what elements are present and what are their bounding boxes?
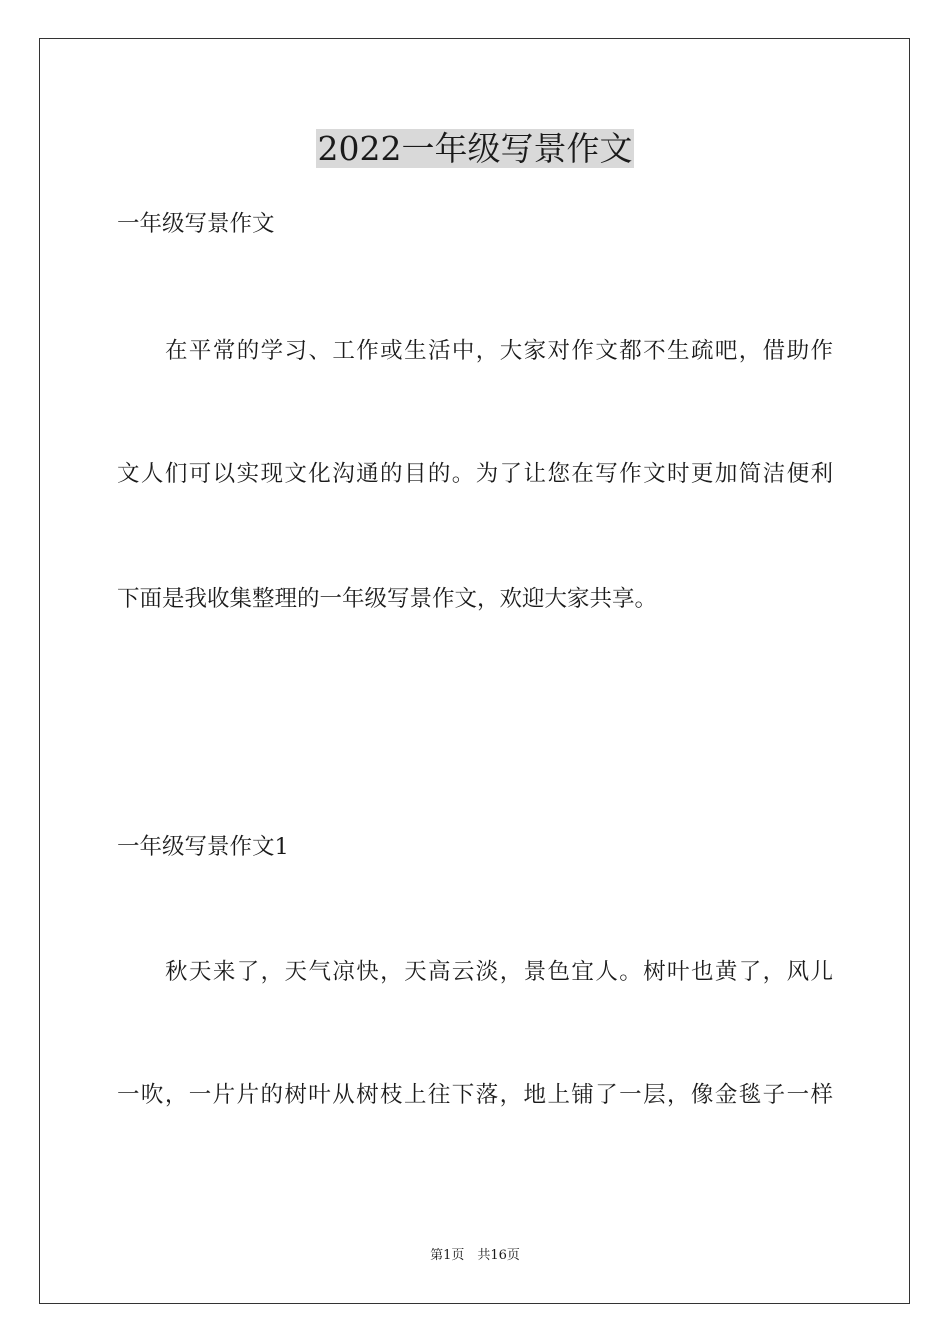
document-title-text: 2022一年级写景作文: [317, 129, 633, 168]
section-paragraph-line-1: 秋天来了，天气凉快，天高云淡，景色宜人。树叶也黄了，风儿: [165, 959, 833, 985]
document-subtitle: 一年级写景作文: [117, 211, 275, 237]
intro-paragraph-line-2: 文人们可以实现文化沟通的目的。为了让您在写作文时更加简洁便利: [117, 461, 833, 487]
section-paragraph-line-2: 一吹，一片片的树叶从树枝上往下落，地上铺了一层，像金毯子一样: [117, 1082, 833, 1108]
intro-paragraph-line-3: 下面是我收集整理的一年级写景作文，欢迎大家共享。: [117, 586, 658, 612]
intro-paragraph-line-1: 在平常的学习、工作或生活中，大家对作文都不生疏吧，借助作: [165, 338, 833, 364]
page-number-footer: 第1页 共16页: [430, 1248, 520, 1263]
section-heading: 一年级写景作文1: [117, 834, 289, 860]
document-title: [0, 127, 950, 171]
